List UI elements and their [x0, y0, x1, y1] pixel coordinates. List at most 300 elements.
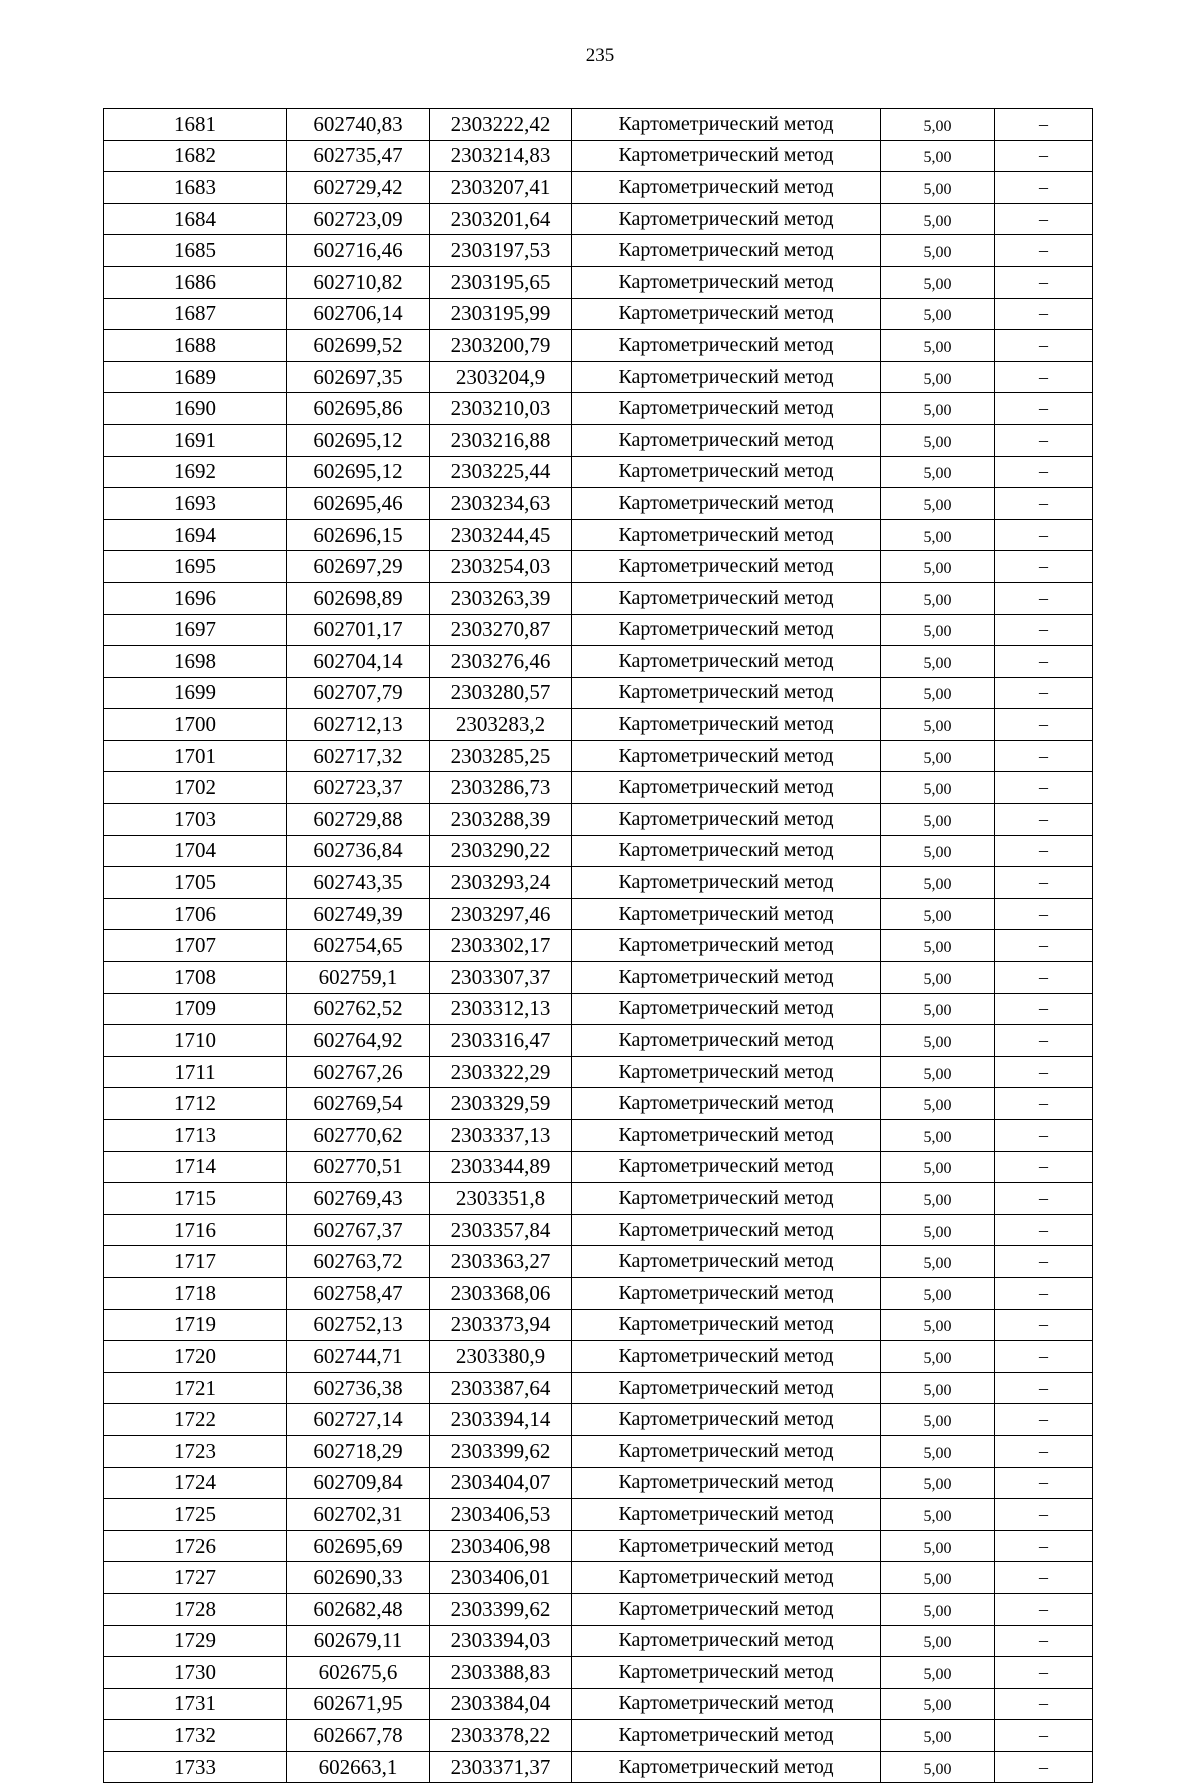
x-coordinate-cell: 602763,72 — [287, 1246, 430, 1278]
point-number-cell: 1732 — [104, 1720, 287, 1752]
y-coordinate-cell: 2303225,44 — [430, 456, 572, 488]
coordinates-table — [103, 108, 1093, 1783]
y-coordinate-cell: 2303357,84 — [430, 1214, 572, 1246]
table-row — [104, 1120, 1093, 1152]
y-coordinate-cell: 2303316,47 — [430, 1025, 572, 1057]
y-coordinate-cell: 2303288,39 — [430, 804, 572, 836]
accuracy-cell: 5,00 — [881, 266, 995, 298]
y-coordinate-cell: 2303380,9 — [430, 1341, 572, 1373]
table-row — [104, 614, 1093, 646]
method-cell: Картометрический метод — [572, 235, 881, 267]
method-cell: Картометрический метод — [572, 203, 881, 235]
accuracy-cell: 5,00 — [881, 1120, 995, 1152]
y-coordinate-cell: 2303283,2 — [430, 709, 572, 741]
x-coordinate-cell: 602690,33 — [287, 1562, 430, 1594]
table-row — [104, 393, 1093, 425]
note-cell: – — [995, 646, 1093, 678]
x-coordinate-cell: 602740,83 — [287, 109, 430, 141]
note-cell: – — [995, 614, 1093, 646]
x-coordinate-cell: 602695,86 — [287, 393, 430, 425]
table-row — [104, 140, 1093, 172]
y-coordinate-cell: 2303312,13 — [430, 993, 572, 1025]
point-number-cell: 1719 — [104, 1309, 287, 1341]
x-coordinate-cell: 602712,13 — [287, 709, 430, 741]
note-cell: – — [995, 1151, 1093, 1183]
table-row — [104, 582, 1093, 614]
method-cell: Картометрический метод — [572, 1025, 881, 1057]
point-number-cell: 1718 — [104, 1277, 287, 1309]
y-coordinate-cell: 2303195,65 — [430, 266, 572, 298]
note-cell: – — [995, 519, 1093, 551]
x-coordinate-cell: 602718,29 — [287, 1435, 430, 1467]
y-coordinate-cell: 2303204,9 — [430, 361, 572, 393]
method-cell: Картометрический метод — [572, 740, 881, 772]
x-coordinate-cell: 602699,52 — [287, 330, 430, 362]
y-coordinate-cell: 2303329,59 — [430, 1088, 572, 1120]
point-number-cell: 1700 — [104, 709, 287, 741]
y-coordinate-cell: 2303285,25 — [430, 740, 572, 772]
point-number-cell: 1722 — [104, 1404, 287, 1436]
x-coordinate-cell: 602744,71 — [287, 1341, 430, 1373]
point-number-cell: 1695 — [104, 551, 287, 583]
x-coordinate-cell: 602723,09 — [287, 203, 430, 235]
method-cell: Картометрический метод — [572, 993, 881, 1025]
accuracy-cell: 5,00 — [881, 867, 995, 899]
table-row — [104, 1277, 1093, 1309]
x-coordinate-cell: 602702,31 — [287, 1499, 430, 1531]
note-cell: – — [995, 1562, 1093, 1594]
accuracy-cell: 5,00 — [881, 456, 995, 488]
note-cell: – — [995, 898, 1093, 930]
note-cell: – — [995, 867, 1093, 899]
method-cell: Картометрический метод — [572, 614, 881, 646]
table-row — [104, 930, 1093, 962]
method-cell: Картометрический метод — [572, 456, 881, 488]
accuracy-cell: 5,00 — [881, 1562, 995, 1594]
note-cell: – — [995, 1025, 1093, 1057]
y-coordinate-cell: 2303222,42 — [430, 109, 572, 141]
y-coordinate-cell: 2303286,73 — [430, 772, 572, 804]
method-cell: Картометрический метод — [572, 1404, 881, 1436]
point-number-cell: 1693 — [104, 488, 287, 520]
x-coordinate-cell: 602736,38 — [287, 1372, 430, 1404]
note-cell: – — [995, 1341, 1093, 1373]
point-number-cell: 1715 — [104, 1183, 287, 1215]
y-coordinate-cell: 2303210,03 — [430, 393, 572, 425]
accuracy-cell: 5,00 — [881, 740, 995, 772]
table-row — [104, 772, 1093, 804]
note-cell: – — [995, 266, 1093, 298]
note-cell: – — [995, 393, 1093, 425]
accuracy-cell: 5,00 — [881, 614, 995, 646]
x-coordinate-cell: 602695,12 — [287, 456, 430, 488]
note-cell: – — [995, 203, 1093, 235]
note-cell: – — [995, 1688, 1093, 1720]
method-cell: Картометрический метод — [572, 1120, 881, 1152]
y-coordinate-cell: 2303244,45 — [430, 519, 572, 551]
accuracy-cell: 5,00 — [881, 330, 995, 362]
method-cell: Картометрический метод — [572, 172, 881, 204]
y-coordinate-cell: 2303387,64 — [430, 1372, 572, 1404]
x-coordinate-cell: 602735,47 — [287, 140, 430, 172]
note-cell: – — [995, 1404, 1093, 1436]
method-cell: Картометрический метод — [572, 1499, 881, 1531]
method-cell: Картометрический метод — [572, 709, 881, 741]
accuracy-cell: 5,00 — [881, 1341, 995, 1373]
note-cell: – — [995, 1183, 1093, 1215]
y-coordinate-cell: 2303363,27 — [430, 1246, 572, 1278]
y-coordinate-cell: 2303384,04 — [430, 1688, 572, 1720]
accuracy-cell: 5,00 — [881, 1657, 995, 1689]
accuracy-cell: 5,00 — [881, 930, 995, 962]
point-number-cell: 1711 — [104, 1056, 287, 1088]
method-cell: Картометрический метод — [572, 1214, 881, 1246]
x-coordinate-cell: 602770,51 — [287, 1151, 430, 1183]
method-cell: Картометрический метод — [572, 109, 881, 141]
accuracy-cell: 5,00 — [881, 109, 995, 141]
x-coordinate-cell: 602736,84 — [287, 835, 430, 867]
table-row — [104, 898, 1093, 930]
method-cell: Картометрический метод — [572, 1435, 881, 1467]
point-number-cell: 1683 — [104, 172, 287, 204]
accuracy-cell: 5,00 — [881, 1625, 995, 1657]
y-coordinate-cell: 2303399,62 — [430, 1435, 572, 1467]
point-number-cell: 1706 — [104, 898, 287, 930]
accuracy-cell: 5,00 — [881, 203, 995, 235]
table-row — [104, 1246, 1093, 1278]
method-cell: Картометрический метод — [572, 677, 881, 709]
method-cell: Картометрический метод — [572, 519, 881, 551]
point-number-cell: 1713 — [104, 1120, 287, 1152]
accuracy-cell: 5,00 — [881, 677, 995, 709]
x-coordinate-cell: 602667,78 — [287, 1720, 430, 1752]
table-row — [104, 1720, 1093, 1752]
accuracy-cell: 5,00 — [881, 646, 995, 678]
y-coordinate-cell: 2303406,53 — [430, 1499, 572, 1531]
method-cell: Картометрический метод — [572, 1341, 881, 1373]
point-number-cell: 1698 — [104, 646, 287, 678]
method-cell: Картометрический метод — [572, 1625, 881, 1657]
point-number-cell: 1685 — [104, 235, 287, 267]
y-coordinate-cell: 2303371,37 — [430, 1751, 572, 1783]
note-cell: – — [995, 424, 1093, 456]
method-cell: Картометрический метод — [572, 582, 881, 614]
point-number-cell: 1709 — [104, 993, 287, 1025]
method-cell: Картометрический метод — [572, 962, 881, 994]
point-number-cell: 1707 — [104, 930, 287, 962]
note-cell: – — [995, 1246, 1093, 1278]
accuracy-cell: 5,00 — [881, 898, 995, 930]
accuracy-cell: 5,00 — [881, 361, 995, 393]
method-cell: Картометрический метод — [572, 393, 881, 425]
accuracy-cell: 5,00 — [881, 1246, 995, 1278]
table-row — [104, 1657, 1093, 1689]
method-cell: Картометрический метод — [572, 1467, 881, 1499]
accuracy-cell: 5,00 — [881, 709, 995, 741]
x-coordinate-cell: 602716,46 — [287, 235, 430, 267]
y-coordinate-cell: 2303406,98 — [430, 1530, 572, 1562]
x-coordinate-cell: 602759,1 — [287, 962, 430, 994]
point-number-cell: 1733 — [104, 1751, 287, 1783]
method-cell: Картометрический метод — [572, 361, 881, 393]
x-coordinate-cell: 602671,95 — [287, 1688, 430, 1720]
x-coordinate-cell: 602769,54 — [287, 1088, 430, 1120]
note-cell: – — [995, 1309, 1093, 1341]
note-cell: – — [995, 140, 1093, 172]
note-cell: – — [995, 993, 1093, 1025]
point-number-cell: 1716 — [104, 1214, 287, 1246]
note-cell: – — [995, 1214, 1093, 1246]
note-cell: – — [995, 1277, 1093, 1309]
point-number-cell: 1703 — [104, 804, 287, 836]
x-coordinate-cell: 602717,32 — [287, 740, 430, 772]
table-row — [104, 1025, 1093, 1057]
point-number-cell: 1694 — [104, 519, 287, 551]
table-row — [104, 488, 1093, 520]
x-coordinate-cell: 602749,39 — [287, 898, 430, 930]
y-coordinate-cell: 2303263,39 — [430, 582, 572, 614]
y-coordinate-cell: 2303307,37 — [430, 962, 572, 994]
note-cell: – — [995, 1751, 1093, 1783]
y-coordinate-cell: 2303322,29 — [430, 1056, 572, 1088]
x-coordinate-cell: 602701,17 — [287, 614, 430, 646]
table-row — [104, 1372, 1093, 1404]
table-row — [104, 835, 1093, 867]
accuracy-cell: 5,00 — [881, 1593, 995, 1625]
point-number-cell: 1682 — [104, 140, 287, 172]
method-cell: Картометрический метод — [572, 1562, 881, 1594]
table-row — [104, 1341, 1093, 1373]
point-number-cell: 1692 — [104, 456, 287, 488]
accuracy-cell: 5,00 — [881, 1688, 995, 1720]
point-number-cell: 1729 — [104, 1625, 287, 1657]
point-number-cell: 1717 — [104, 1246, 287, 1278]
point-number-cell: 1723 — [104, 1435, 287, 1467]
table-row — [104, 993, 1093, 1025]
table-row — [104, 203, 1093, 235]
table-row — [104, 298, 1093, 330]
table-row — [104, 740, 1093, 772]
table-row — [104, 1309, 1093, 1341]
y-coordinate-cell: 2303368,06 — [430, 1277, 572, 1309]
method-cell: Картометрический метод — [572, 1056, 881, 1088]
point-number-cell: 1699 — [104, 677, 287, 709]
x-coordinate-cell: 602697,29 — [287, 551, 430, 583]
accuracy-cell: 5,00 — [881, 1499, 995, 1531]
table-row — [104, 1151, 1093, 1183]
note-cell: – — [995, 172, 1093, 204]
table-row — [104, 1751, 1093, 1783]
table-row — [104, 1214, 1093, 1246]
table-row — [104, 551, 1093, 583]
accuracy-cell: 5,00 — [881, 1309, 995, 1341]
accuracy-cell: 5,00 — [881, 551, 995, 583]
y-coordinate-cell: 2303200,79 — [430, 330, 572, 362]
note-cell: – — [995, 361, 1093, 393]
table-row — [104, 1625, 1093, 1657]
point-number-cell: 1728 — [104, 1593, 287, 1625]
accuracy-cell: 5,00 — [881, 1435, 995, 1467]
y-coordinate-cell: 2303337,13 — [430, 1120, 572, 1152]
method-cell: Картометрический метод — [572, 804, 881, 836]
note-cell: – — [995, 456, 1093, 488]
note-cell: – — [995, 772, 1093, 804]
note-cell: – — [995, 962, 1093, 994]
table-row — [104, 1688, 1093, 1720]
method-cell: Картометрический метод — [572, 488, 881, 520]
x-coordinate-cell: 602729,42 — [287, 172, 430, 204]
note-cell: – — [995, 1530, 1093, 1562]
method-cell: Картометрический метод — [572, 772, 881, 804]
accuracy-cell: 5,00 — [881, 1056, 995, 1088]
x-coordinate-cell: 602723,37 — [287, 772, 430, 804]
y-coordinate-cell: 2303216,88 — [430, 424, 572, 456]
y-coordinate-cell: 2303373,94 — [430, 1309, 572, 1341]
accuracy-cell: 5,00 — [881, 962, 995, 994]
accuracy-cell: 5,00 — [881, 1151, 995, 1183]
point-number-cell: 1690 — [104, 393, 287, 425]
x-coordinate-cell: 602764,92 — [287, 1025, 430, 1057]
note-cell: – — [995, 930, 1093, 962]
table-row — [104, 1467, 1093, 1499]
y-coordinate-cell: 2303394,14 — [430, 1404, 572, 1436]
table-row — [104, 1404, 1093, 1436]
point-number-cell: 1720 — [104, 1341, 287, 1373]
x-coordinate-cell: 602729,88 — [287, 804, 430, 836]
method-cell: Картометрический метод — [572, 1246, 881, 1278]
point-number-cell: 1688 — [104, 330, 287, 362]
accuracy-cell: 5,00 — [881, 1025, 995, 1057]
x-coordinate-cell: 602767,37 — [287, 1214, 430, 1246]
method-cell: Картометрический метод — [572, 1372, 881, 1404]
y-coordinate-cell: 2303293,24 — [430, 867, 572, 899]
note-cell: – — [995, 551, 1093, 583]
point-number-cell: 1702 — [104, 772, 287, 804]
table-row — [104, 361, 1093, 393]
method-cell: Картометрический метод — [572, 1593, 881, 1625]
x-coordinate-cell: 602696,15 — [287, 519, 430, 551]
method-cell: Картометрический метод — [572, 551, 881, 583]
method-cell: Картометрический метод — [572, 1088, 881, 1120]
note-cell: – — [995, 1435, 1093, 1467]
method-cell: Картометрический метод — [572, 1183, 881, 1215]
method-cell: Картометрический метод — [572, 266, 881, 298]
note-cell: – — [995, 1657, 1093, 1689]
note-cell: – — [995, 582, 1093, 614]
table-row — [104, 1499, 1093, 1531]
note-cell: – — [995, 804, 1093, 836]
note-cell: – — [995, 298, 1093, 330]
method-cell: Картометрический метод — [572, 140, 881, 172]
note-cell: – — [995, 488, 1093, 520]
accuracy-cell: 5,00 — [881, 1088, 995, 1120]
page-number: 235 — [585, 45, 615, 66]
table-row — [104, 1435, 1093, 1467]
point-number-cell: 1686 — [104, 266, 287, 298]
accuracy-cell: 5,00 — [881, 1530, 995, 1562]
table-row — [104, 109, 1093, 141]
x-coordinate-cell: 602754,65 — [287, 930, 430, 962]
x-coordinate-cell: 602663,1 — [287, 1751, 430, 1783]
method-cell: Картометрический метод — [572, 298, 881, 330]
accuracy-cell: 5,00 — [881, 804, 995, 836]
x-coordinate-cell: 602767,26 — [287, 1056, 430, 1088]
x-coordinate-cell: 602769,43 — [287, 1183, 430, 1215]
point-number-cell: 1724 — [104, 1467, 287, 1499]
method-cell: Картометрический метод — [572, 1277, 881, 1309]
table-row — [104, 424, 1093, 456]
y-coordinate-cell: 2303270,87 — [430, 614, 572, 646]
table-row — [104, 709, 1093, 741]
table-row — [104, 1562, 1093, 1594]
y-coordinate-cell: 2303214,83 — [430, 140, 572, 172]
x-coordinate-cell: 602695,46 — [287, 488, 430, 520]
point-number-cell: 1710 — [104, 1025, 287, 1057]
y-coordinate-cell: 2303254,03 — [430, 551, 572, 583]
x-coordinate-cell: 602697,35 — [287, 361, 430, 393]
accuracy-cell: 5,00 — [881, 519, 995, 551]
y-coordinate-cell: 2303201,64 — [430, 203, 572, 235]
note-cell: – — [995, 1499, 1093, 1531]
y-coordinate-cell: 2303197,53 — [430, 235, 572, 267]
y-coordinate-cell: 2303195,99 — [430, 298, 572, 330]
x-coordinate-cell: 602706,14 — [287, 298, 430, 330]
accuracy-cell: 5,00 — [881, 393, 995, 425]
note-cell: – — [995, 835, 1093, 867]
y-coordinate-cell: 2303302,17 — [430, 930, 572, 962]
point-number-cell: 1730 — [104, 1657, 287, 1689]
x-coordinate-cell: 602709,84 — [287, 1467, 430, 1499]
accuracy-cell: 5,00 — [881, 1467, 995, 1499]
note-cell: – — [995, 1720, 1093, 1752]
point-number-cell: 1726 — [104, 1530, 287, 1562]
method-cell: Картометрический метод — [572, 1657, 881, 1689]
note-cell: – — [995, 740, 1093, 772]
accuracy-cell: 5,00 — [881, 835, 995, 867]
point-number-cell: 1684 — [104, 203, 287, 235]
note-cell: – — [995, 1593, 1093, 1625]
note-cell: – — [995, 1372, 1093, 1404]
point-number-cell: 1681 — [104, 109, 287, 141]
note-cell: – — [995, 1056, 1093, 1088]
point-number-cell: 1727 — [104, 1562, 287, 1594]
x-coordinate-cell: 602743,35 — [287, 867, 430, 899]
point-number-cell: 1731 — [104, 1688, 287, 1720]
accuracy-cell: 5,00 — [881, 1214, 995, 1246]
point-number-cell: 1705 — [104, 867, 287, 899]
y-coordinate-cell: 2303207,41 — [430, 172, 572, 204]
note-cell: – — [995, 1120, 1093, 1152]
note-cell: – — [995, 1088, 1093, 1120]
point-number-cell: 1696 — [104, 582, 287, 614]
method-cell: Картометрический метод — [572, 930, 881, 962]
note-cell: – — [995, 1625, 1093, 1657]
x-coordinate-cell: 602707,79 — [287, 677, 430, 709]
table-row — [104, 519, 1093, 551]
method-cell: Картометрический метод — [572, 835, 881, 867]
accuracy-cell: 5,00 — [881, 1183, 995, 1215]
x-coordinate-cell: 602682,48 — [287, 1593, 430, 1625]
accuracy-cell: 5,00 — [881, 298, 995, 330]
method-cell: Картометрический метод — [572, 424, 881, 456]
table-row — [104, 1530, 1093, 1562]
accuracy-cell: 5,00 — [881, 1277, 995, 1309]
x-coordinate-cell: 602698,89 — [287, 582, 430, 614]
point-number-cell: 1712 — [104, 1088, 287, 1120]
point-number-cell: 1714 — [104, 1151, 287, 1183]
table-row — [104, 867, 1093, 899]
point-number-cell: 1687 — [104, 298, 287, 330]
